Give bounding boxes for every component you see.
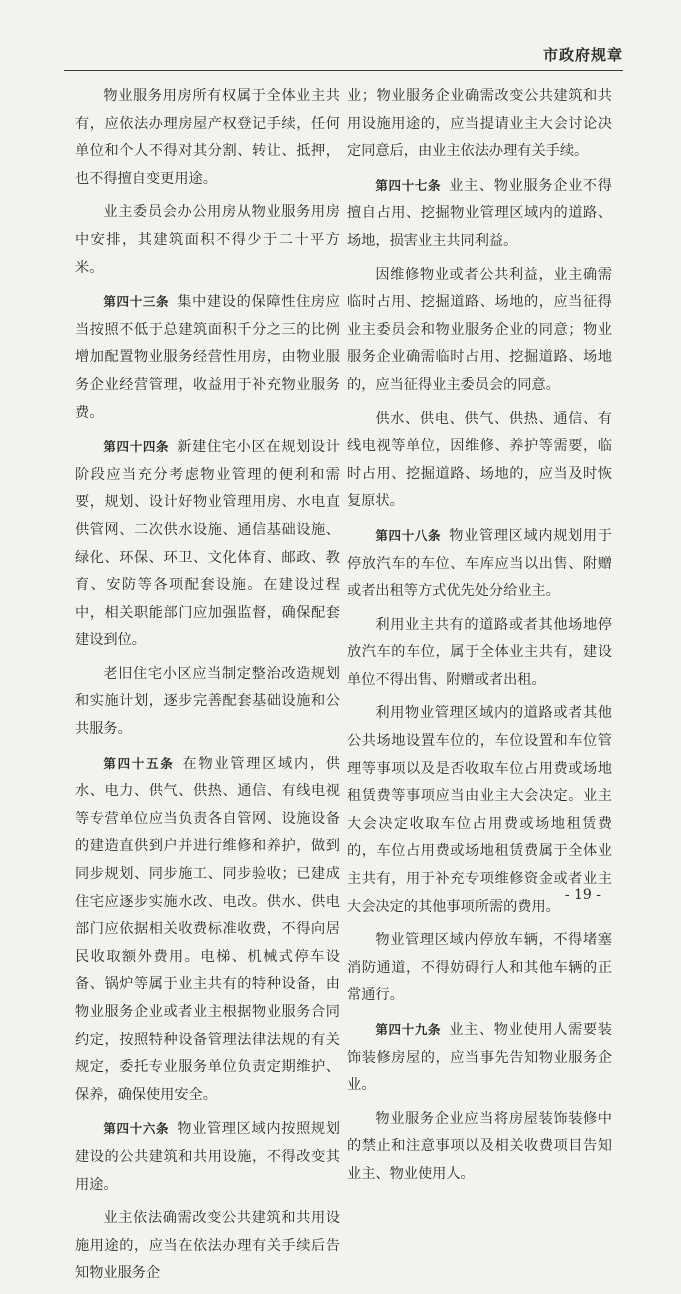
article-paragraph [75,1115,340,1199]
article-paragraph [347,172,612,256]
continued-paragraph: 业；物业服务企业确需改变公共建筑和共用设施用途的，应当提请业主大会讨论决定同意后，由业主依法办理有关手续。 [347,88,612,160]
article-number: 第四十三条 [103,294,170,310]
article-text: 业主、物业使用人需要装饰装修房屋的，应当事先告知物业服务企业。 [347,1022,612,1094]
article-paragraph [347,522,612,606]
page-header-title: 市政府规章 [542,46,623,64]
article-text: 业主、物业服务企业不得擅自占用、挖掘物业管理区域内的道路、场地，损害业主共同利益。 [347,177,612,249]
article-paragraph [75,433,340,655]
article-text: 新建住宅小区在规划设计阶段应当充分考虑物业管理的便利和需要，规划、设计好物业管理用房、水电直供管网、二次供水设施、通信基础设施、绿化、环保、环卫、文化体育、邮政、教育、安防等各项配套设施。在建设过程中，相关职能部门应加强监督，确保配套建设到位。 [75,439,340,649]
article-number: 第四十八条 [375,527,442,543]
body-paragraph: 业主委员会办公用房从物业服务用房中安排，其建筑面积不得少于二十平方米。 [75,204,340,276]
body-paragraph: 业主依法确需改变公共建筑和共用设施用途的，应当在依法办理有关手续后告知物业服务企 [75,1210,340,1282]
body-paragraph: 物业服务用房所有权属于全体业主共有，应依法办理房屋产权登记手续，任何单位和个人不得对其分割、转让、抵押，也不得擅自变更用途。 [75,88,340,187]
article-number: 第四十四条 [103,439,170,455]
article-number: 第四十七条 [375,177,442,193]
body-paragraph: 利用物业管理区域内的道路或者其他公共场地设置车位的，车位设置和车位管理等事项以及是否收取车位占用费或场地租赁费等事项应当由业主大会决定。业主大会决定收取车位占用费或场地租赁费的，车位占用费或场地租赁费属于全体业主共有，用于补充专项维修资金或者业主大会决定的其他事项所需的费用。 [347,705,612,915]
article-text: 物业管理区域内规划用于停放汽车的车位、车库应当以出售、附赠或者出租等方式优先处分给业主。 [347,527,612,600]
body-paragraph: 物业管理区域内停放车辆，不得堵塞消防通道，不得妨碍行人和其他车辆的正常通行。 [347,932,612,1004]
body-paragraph: 利用业主共有的道路或者其他场地停放汽车的车位，属于全体业主共有，建设单位不得出售、附赠或者出租。 [347,616,612,688]
article-text: 在物业管理区域内，供水、电力、供气、供热、通信、有线电视等专营单位应当负责各自管网、设施设备的建造直供到户并进行维修和养护，做到同步规划、同步施工、同步验收；已建成住宅应逐步实施水改、电改。供水、供电部门应依据相关收费标准收费，不得向居民收取额外费用。电梯、机械式停车设备、锅炉等属于业主共有的特种设备，由物业服务企业或者业主根据物业服务合同约定，按照特种设备管理法律法规的有关规定，委托专业服务单位负责定期维护、保养，确保使用安全。 [75,755,340,1103]
article-paragraph [75,288,340,427]
left-column [75,83,340,1294]
article-number: 第四十五条 [103,755,175,771]
article-paragraph [347,1016,612,1100]
page-number: - 19 - [564,887,601,903]
body-paragraph: 老旧住宅小区应当制定整治改造规划和实施计划，逐步完善配套基础设施和公共服务。 [75,665,340,738]
article-number: 第四十六条 [103,1121,170,1137]
header-divider [64,70,623,71]
body-paragraph: 供水、供电、供气、供热、通信、有线电视等单位，因维修、养护等需要，临时占用、挖掘道路、场地的，应当及时恢复原状。 [347,410,612,510]
right-column [347,83,612,1195]
article-paragraph [75,750,340,1110]
article-text: 物业管理区域内按照规划建设的公共建筑和共用设施，不得改变其用途。 [75,1121,340,1193]
article-number: 第四十九条 [375,1022,442,1037]
body-paragraph: 因维修物业或者公共利益，业主确需临时占用、挖掘道路、场地的，应当征得业主委员会和物业服务企业的同意；物业服务企业确需临时占用、挖掘道路、场地的，应当征得业主委员会的同意。 [347,266,612,393]
body-paragraph: 物业服务企业应当将房屋装饰装修中的禁止和注意事项以及相关收费项目告知业主、物业使用人。 [347,1110,612,1182]
article-text: 集中建设的保障性住房应当按照不低于总建筑面积千分之三的比例增加配置物业服务经营性用房，由物业服务企业经营管理，收益用于补充物业服务费。 [75,294,340,421]
